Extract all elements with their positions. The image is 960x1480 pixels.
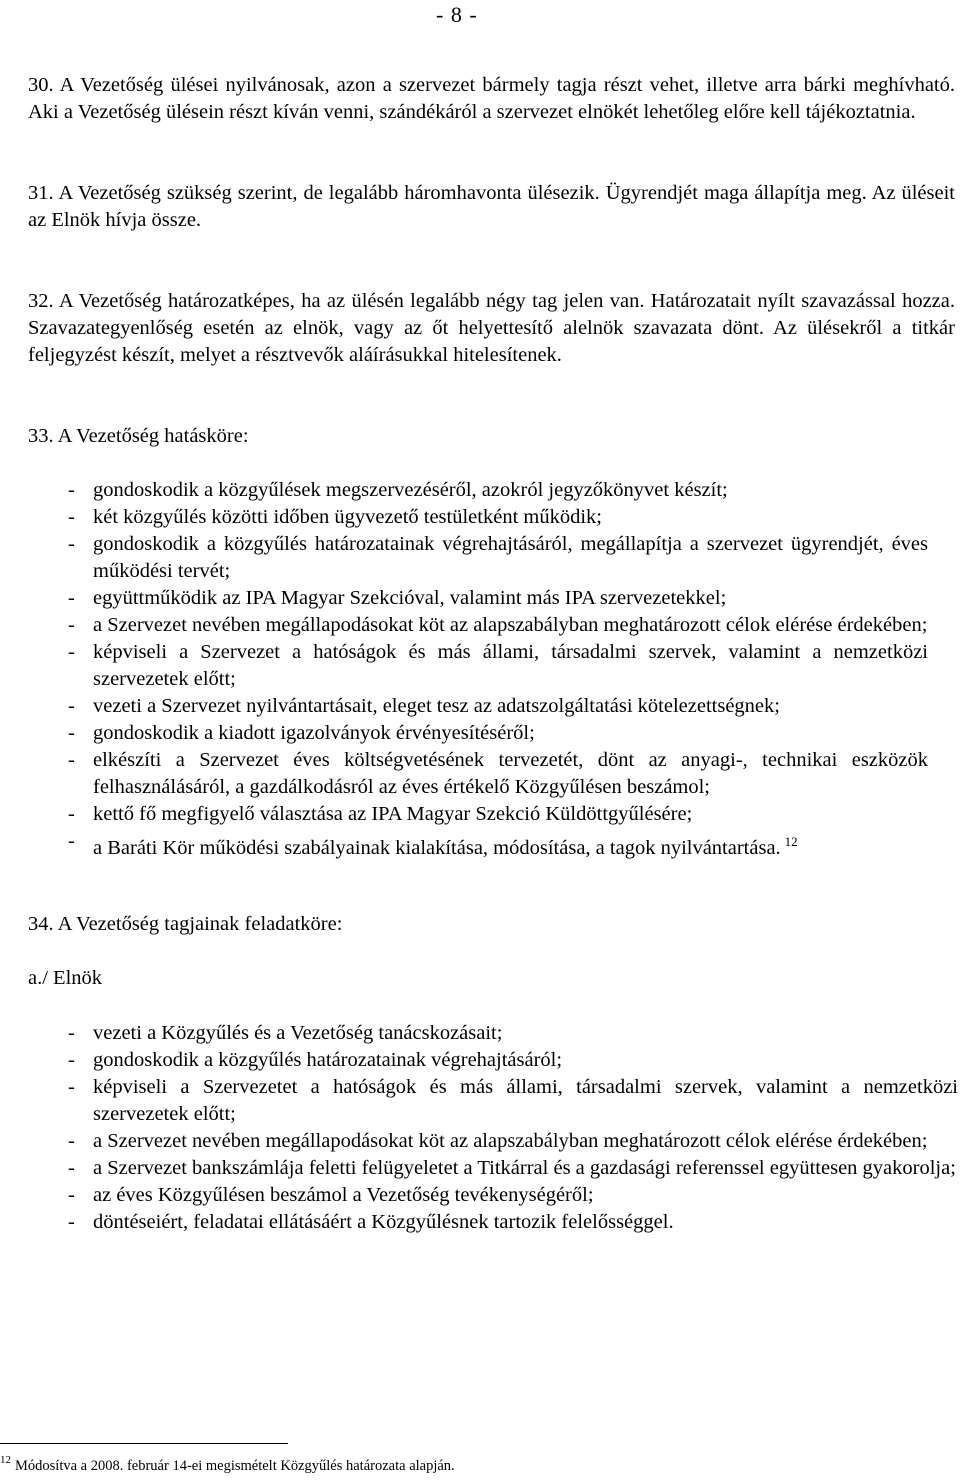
duty-item xyxy=(68,612,928,639)
list-dash: - xyxy=(68,587,75,609)
list-dash: - xyxy=(68,1184,75,1206)
elnok-duties-list xyxy=(68,1020,958,1236)
elnok-duty-item-text: a Szervezet nevében megállapodásokat köt az alapszabályban meghatározott célok elérése érdekében; xyxy=(93,1130,928,1152)
duty-item xyxy=(68,504,928,531)
duty-item-text: gondoskodik a közgyűlések megszervezéséről, azokról jegyzőkönyvet készít; xyxy=(93,479,728,501)
paragraph-30: 30. A Vezetőség ülései nyilvánosak, azon a szervezet bármely tagja részt vehet, illetve arra bárki meghívható. Aki a Vezetőség ülésein részt kíván venni, szándékáról a szervezet elnökét lehetőleg előre kell tájékoztatnia. xyxy=(28,74,955,123)
duty-item-text: képviseli a Szervezet a hatóságok és más állami, társadalmi szervek, valamint a nemzetközi szervezetek előtt; xyxy=(93,641,928,690)
elnok-duty-item-text: döntéseiért, feladatai ellátásáért a Közgyűlésnek tartozik felelősséggel. xyxy=(93,1211,674,1233)
elnok-heading: a./ Elnök xyxy=(28,967,103,989)
list-dash: - xyxy=(68,1211,75,1233)
elnok-duty-item-text: az éves Közgyűlésen beszámol a Vezetőség tevékenységéről; xyxy=(93,1184,594,1206)
list-dash: - xyxy=(68,749,75,771)
duty-item xyxy=(68,585,928,612)
section-33-list xyxy=(68,477,928,862)
elnok-duty-item-text: képviseli a Szervezetet a hatóságok és más állami, társadalmi szervek, valamint a nemzetközi szervezetek előtt; xyxy=(93,1076,958,1125)
list-dash: - xyxy=(68,695,75,717)
footnote-divider xyxy=(0,1443,288,1444)
section-33-heading: 33. A Vezetőség hatásköre: xyxy=(28,425,249,447)
page-number: - 8 - xyxy=(436,2,478,27)
list-dash: - xyxy=(68,1076,75,1098)
duty-item xyxy=(68,477,928,504)
elnok-duty-item-text: gondoskodik a közgyűlés határozatainak végrehajtásáról; xyxy=(93,1049,563,1071)
duty-item-text: együttműködik az IPA Magyar Szekcióval, valamint más IPA szervezetekkel; xyxy=(93,587,727,609)
elnok-duty-item xyxy=(68,1155,958,1182)
duty-item-text: gondoskodik a közgyűlés határozatainak végrehajtásáról, megállapítja a szervezet ügyrendjét, éves működési tervét; xyxy=(93,533,928,582)
duty-item-text: gondoskodik a kiadott igazolványok érvényesítéséről; xyxy=(93,722,535,744)
duty-item xyxy=(68,531,928,585)
duty-item xyxy=(68,639,928,693)
elnok-duty-item xyxy=(68,1182,958,1209)
list-dash: - xyxy=(68,1157,75,1179)
paragraph-31: 31. A Vezetőség szükség szerint, de legalább háromhavonta ülésezik. Ügyrendjét maga állapítja meg. Az üléseit az Elnök hívja össze. xyxy=(28,182,955,231)
elnok-duty-item-text: a Szervezet bankszámlája feletti felügyeletet a Titkárral és a gazdasági referenssel együttesen gyakorolja; xyxy=(93,1157,956,1179)
list-dash: - xyxy=(68,479,75,501)
duty-item-text: elkészíti a Szervezet éves költségvetésének tervezetét, dönt az anyagi-, technikai eszközök felhasználásáról, a gazdálkodásról az éves értékelő Közgyűlésen beszámol; xyxy=(93,749,928,798)
duty-item-text: a Szervezet nevében megállapodásokat köt az alapszabályban meghatározott célok elérése érdekében; xyxy=(93,614,928,636)
section-34-heading: 34. A Vezetőség tagjainak feladatköre: xyxy=(28,913,343,935)
elnok-duty-item-text: vezeti a Közgyűlés és a Vezetőség tanácskozásait; xyxy=(93,1022,503,1044)
elnok-duty-item xyxy=(68,1074,958,1128)
footnote-mark: 12 xyxy=(0,1454,11,1466)
footnote xyxy=(0,1450,455,1476)
footnote-reference: 12 xyxy=(784,834,798,849)
duty-item xyxy=(68,747,928,801)
duty-item xyxy=(68,801,928,828)
elnok-duty-item xyxy=(68,1209,958,1236)
list-dash: - xyxy=(68,641,75,663)
duty-item-text: vezeti a Szervezet nyilvántartásait, eleget tesz az adatszolgáltatási kötelezettségnek; xyxy=(93,695,780,717)
elnok-duty-item xyxy=(68,1047,958,1074)
elnok-duty-item xyxy=(68,1020,958,1047)
duty-item-text: két közgyűlés közötti időben ügyvezető testületként működik; xyxy=(93,506,602,528)
duty-item xyxy=(68,828,928,862)
list-dash: - xyxy=(68,722,75,744)
paragraph-32: 32. A Vezetőség határozatképes, ha az ülésén legalább négy tag jelen van. Határozatait nyílt szavazással hozza. Szavazategyenlőség esetén az elnök, vagy az őt helyettesítő alelnök szavazata dönt. Az ülésekről a titkár feljegyzést készít, melyet a résztvevők aláírásukkal hitelesítenek. xyxy=(28,290,955,366)
list-dash: - xyxy=(68,1049,75,1071)
footnote-text: Módosítva a 2008. február 14-ei megismételt Közgyűlés határozata alapján. xyxy=(15,1458,455,1474)
list-dash: - xyxy=(68,803,75,825)
duty-item xyxy=(68,693,928,720)
list-dash: - xyxy=(68,533,75,555)
duty-item-text: kettő fő megfigyelő választása az IPA Magyar Szekció Küldöttgyűlésére; xyxy=(93,803,693,825)
list-dash: - xyxy=(68,506,75,528)
elnok-duty-item xyxy=(68,1128,958,1155)
list-dash: - xyxy=(68,1130,75,1152)
list-dash: - xyxy=(68,1022,75,1044)
duty-item xyxy=(68,720,928,747)
list-dash: - xyxy=(68,614,75,636)
list-dash: - xyxy=(68,830,75,852)
duty-item-text: a Baráti Kör működési szabályainak kialakítása, módosítása, a tagok nyilvántartása. xyxy=(93,837,781,859)
